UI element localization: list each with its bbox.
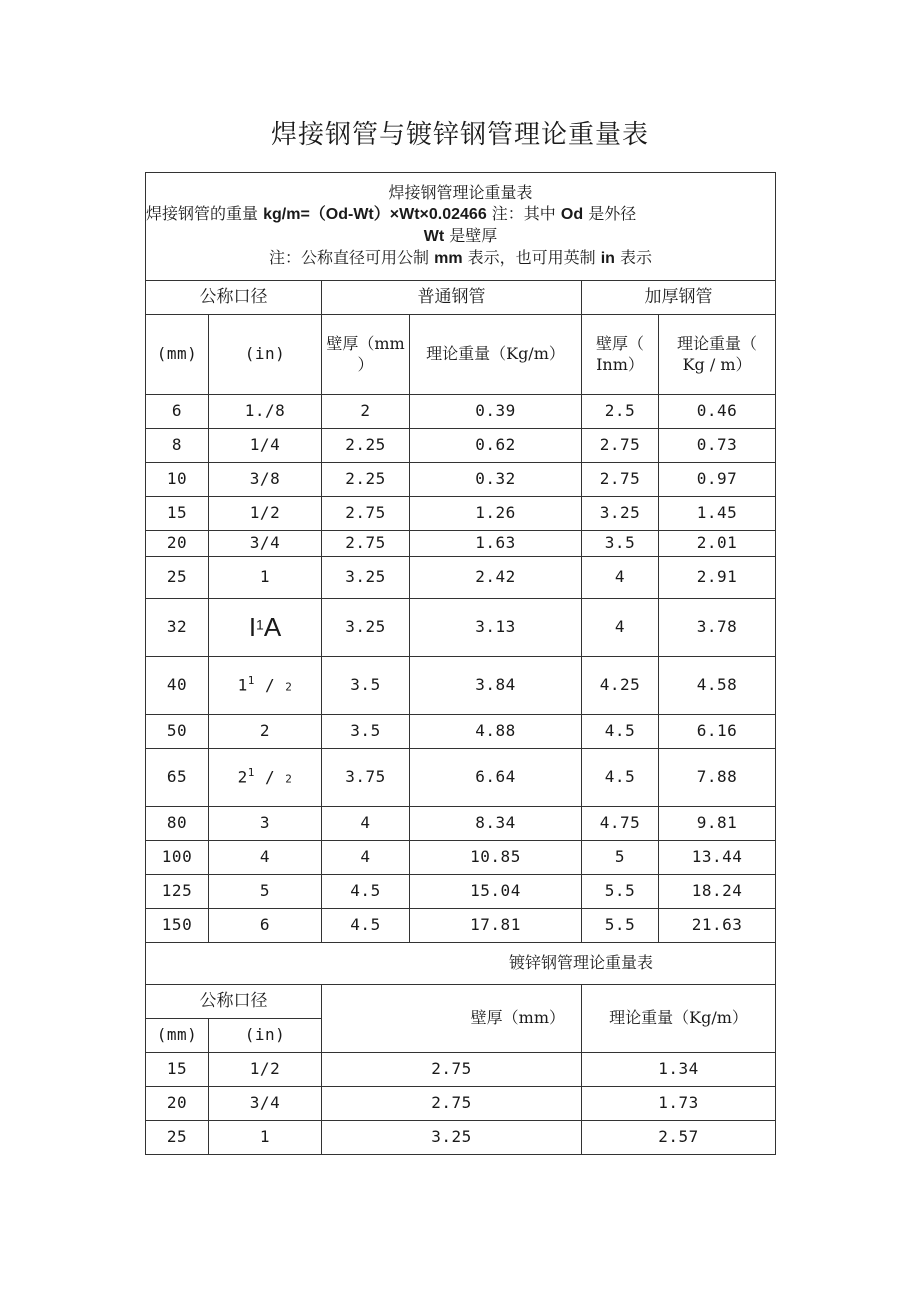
size-glyph [209, 599, 322, 657]
table-cell: 6 [146, 395, 209, 429]
table-cell: 2.25 [322, 429, 410, 463]
table-cell: 3.25 [322, 1121, 582, 1155]
table-cell: 2.91 [659, 557, 776, 599]
formula-notes [146, 173, 776, 281]
table-cell: 4.75 [582, 807, 659, 841]
formula-line [146, 204, 775, 226]
table-cell: 25 [146, 557, 209, 599]
cell-text: 1 [256, 616, 264, 633]
table-cell [209, 749, 322, 807]
table-cell: 3.25 [582, 497, 659, 531]
sub-in: (in) [209, 315, 322, 395]
table-cell: 15 [146, 497, 209, 531]
table-cell: 4.25 [582, 657, 659, 715]
table-cell: 1./8 [209, 395, 322, 429]
cell-text: 镀锌钢管理论重量表 [509, 953, 654, 973]
table-cell: 2.75 [322, 1053, 582, 1087]
table-cell: 9.81 [659, 807, 776, 841]
table-cell: 3.84 [410, 657, 582, 715]
table-cell: 0.46 [659, 395, 776, 429]
cell-text: 1 [247, 674, 255, 688]
table-cell: 2 [209, 715, 322, 749]
g-col-nominal: 公称口径 [146, 985, 322, 1019]
table-cell: 4 [582, 599, 659, 657]
table-row [146, 657, 776, 715]
table-cell: 4 [582, 557, 659, 599]
table-cell: 15 [146, 1053, 209, 1087]
table-cell: 4.5 [582, 749, 659, 807]
cell-text: 1 [247, 766, 255, 780]
table-cell: 100 [146, 841, 209, 875]
table-cell: 3/4 [209, 531, 322, 557]
table-row [146, 463, 776, 497]
table-cell: 3 [209, 807, 322, 841]
table-cell: 3.5 [322, 715, 410, 749]
table-row [146, 807, 776, 841]
table-row [146, 429, 776, 463]
wt-note [146, 226, 775, 248]
table-cell: 1/2 [209, 1053, 322, 1087]
welded-table-title: 焊接钢管理论重量表 [388, 183, 533, 203]
table-cell: 0.62 [410, 429, 582, 463]
cell-text: 注：公称直径可用公制 [269, 247, 435, 267]
table-cell: 0.97 [659, 463, 776, 497]
table-cell: 4 [322, 807, 410, 841]
table-cell: 3.75 [322, 749, 410, 807]
table-row [146, 497, 776, 531]
sub-weight: 理论重量（Kg/m） [410, 315, 582, 395]
table-cell: 1 [209, 1121, 322, 1155]
table-cell: 1.45 [659, 497, 776, 531]
table-cell: 1/2 [209, 497, 322, 531]
table-row [146, 395, 776, 429]
cell-text: in [600, 249, 615, 267]
table-row [146, 599, 776, 657]
cell-text: Wt [423, 228, 445, 245]
table-cell: 21.63 [659, 909, 776, 943]
galvanized-header [146, 985, 776, 1019]
table-row [146, 749, 776, 807]
table-cell: 10 [146, 463, 209, 497]
g-col-weight: 理论重量（Kg/m） [582, 985, 776, 1053]
table-cell: 5 [209, 875, 322, 909]
table-cell: 2.5 [582, 395, 659, 429]
table-cell: 0.39 [410, 395, 582, 429]
table-cell: 20 [146, 1087, 209, 1121]
cell-text: I [248, 611, 257, 642]
g-sub-in: (in) [209, 1019, 322, 1053]
cell-text: Od [560, 206, 584, 224]
table-cell [209, 657, 322, 715]
cell-text: 1 [237, 675, 248, 695]
cell-text: 是壁厚 [444, 226, 498, 245]
table-cell: 2.75 [322, 531, 410, 557]
table-cell: 25 [146, 1121, 209, 1155]
table-cell: 3/8 [209, 463, 322, 497]
table-cell: 8.34 [410, 807, 582, 841]
table-header-notes [146, 173, 776, 281]
table-row [146, 841, 776, 875]
table-cell: 13.44 [659, 841, 776, 875]
table-cell: 1.34 [582, 1053, 776, 1087]
table-cell: 2 [322, 395, 410, 429]
table-cell: 1.73 [582, 1087, 776, 1121]
table-cell: 10.85 [410, 841, 582, 875]
table-cell: 17.81 [410, 909, 582, 943]
sub-mm: (mm) [146, 315, 209, 395]
cell-text: 表示 [614, 247, 653, 267]
table-cell: 3.78 [659, 599, 776, 657]
table-cell: 65 [146, 749, 209, 807]
table-cell: 6 [209, 909, 322, 943]
cell-text: 注：其中 [486, 204, 561, 224]
table-cell: 32 [146, 599, 209, 657]
table-cell: 2.75 [322, 497, 410, 531]
table-cell: 3.5 [582, 531, 659, 557]
galvanized-title [146, 943, 776, 985]
table-cell: 3.25 [322, 557, 410, 599]
table-cell: 50 [146, 715, 209, 749]
table-cell: 3.5 [322, 657, 410, 715]
table-cell: 4.5 [322, 909, 410, 943]
column-sub-header [146, 315, 776, 395]
table-cell: 6.64 [410, 749, 582, 807]
table-cell: 40 [146, 657, 209, 715]
cell-text: / [254, 767, 286, 787]
table-cell: 5.5 [582, 909, 659, 943]
table-cell: 2.75 [582, 463, 659, 497]
table-row [146, 1087, 776, 1121]
table-cell: 5.5 [582, 875, 659, 909]
table-cell: 7.88 [659, 749, 776, 807]
table-cell: 6.16 [659, 715, 776, 749]
table-cell: 3.13 [410, 599, 582, 657]
table-cell: 1/4 [209, 429, 322, 463]
table-cell: 0.73 [659, 429, 776, 463]
table-cell: 2.75 [582, 429, 659, 463]
table-cell: 18.24 [659, 875, 776, 909]
table-cell: 2.01 [659, 531, 776, 557]
table-cell: 2.25 [322, 463, 410, 497]
table-cell: 2.42 [410, 557, 582, 599]
table-cell: 3/4 [209, 1087, 322, 1121]
sub-weight-thick: 理论重量（ Kg / m） [659, 315, 776, 395]
table-cell: 1 [209, 557, 322, 599]
unit-note [146, 248, 775, 270]
col-nominal: 公称口径 [146, 281, 322, 315]
weight-table [145, 172, 776, 1155]
cell-text: 2 [237, 767, 248, 787]
table-row [146, 1053, 776, 1087]
page-title: 焊接钢管与镀锌钢管理论重量表 [270, 120, 649, 150]
table-cell: 1.63 [410, 531, 582, 557]
table-cell: 4 [209, 841, 322, 875]
table-cell: 4.58 [659, 657, 776, 715]
cell-text: 2 [285, 772, 293, 786]
table-row [146, 715, 776, 749]
cell-text: 焊接钢管的重量 [146, 204, 264, 224]
cell-text: mm [434, 249, 463, 267]
table-cell: 4.5 [322, 875, 410, 909]
g-sub-mm: (mm) [146, 1019, 209, 1053]
table-cell: 80 [146, 807, 209, 841]
table-cell: 3.25 [322, 599, 410, 657]
g-col-wall: 壁厚（mm） [322, 985, 582, 1053]
column-group-header [146, 281, 776, 315]
table-cell: 5 [582, 841, 659, 875]
table-cell: 4.88 [410, 715, 582, 749]
table-row [146, 557, 776, 599]
galvanized-title-row [146, 943, 776, 985]
sub-wall-thick: 壁厚（ Inm） [582, 315, 659, 395]
table-cell: 2.57 [582, 1121, 776, 1155]
table-cell: 4.5 [582, 715, 659, 749]
cell-text: 是外径 [583, 204, 637, 224]
table-cell: 0.32 [410, 463, 582, 497]
col-ordinary: 普通钢管 [322, 281, 582, 315]
table-cell: 1.26 [410, 497, 582, 531]
sub-wall: 壁厚（mm ） [322, 315, 410, 395]
cell-text: 表示，也可用英制 [462, 247, 601, 267]
table-cell: 125 [146, 875, 209, 909]
table-row [146, 909, 776, 943]
table-row [146, 531, 776, 557]
table-cell: 4 [322, 841, 410, 875]
col-thick: 加厚钢管 [582, 281, 776, 315]
table-cell: 150 [146, 909, 209, 943]
table-row [146, 1121, 776, 1155]
table-cell: 8 [146, 429, 209, 463]
cell-text: 2 [285, 680, 293, 694]
cell-text: A [263, 611, 282, 642]
table-cell: 20 [146, 531, 209, 557]
table-cell: 15.04 [410, 875, 582, 909]
table-cell: 2.75 [322, 1087, 582, 1121]
cell-text: kg/m=（Od-Wt）×Wt×0.02466 [263, 206, 487, 224]
cell-text: / [254, 675, 286, 695]
table-row [146, 875, 776, 909]
